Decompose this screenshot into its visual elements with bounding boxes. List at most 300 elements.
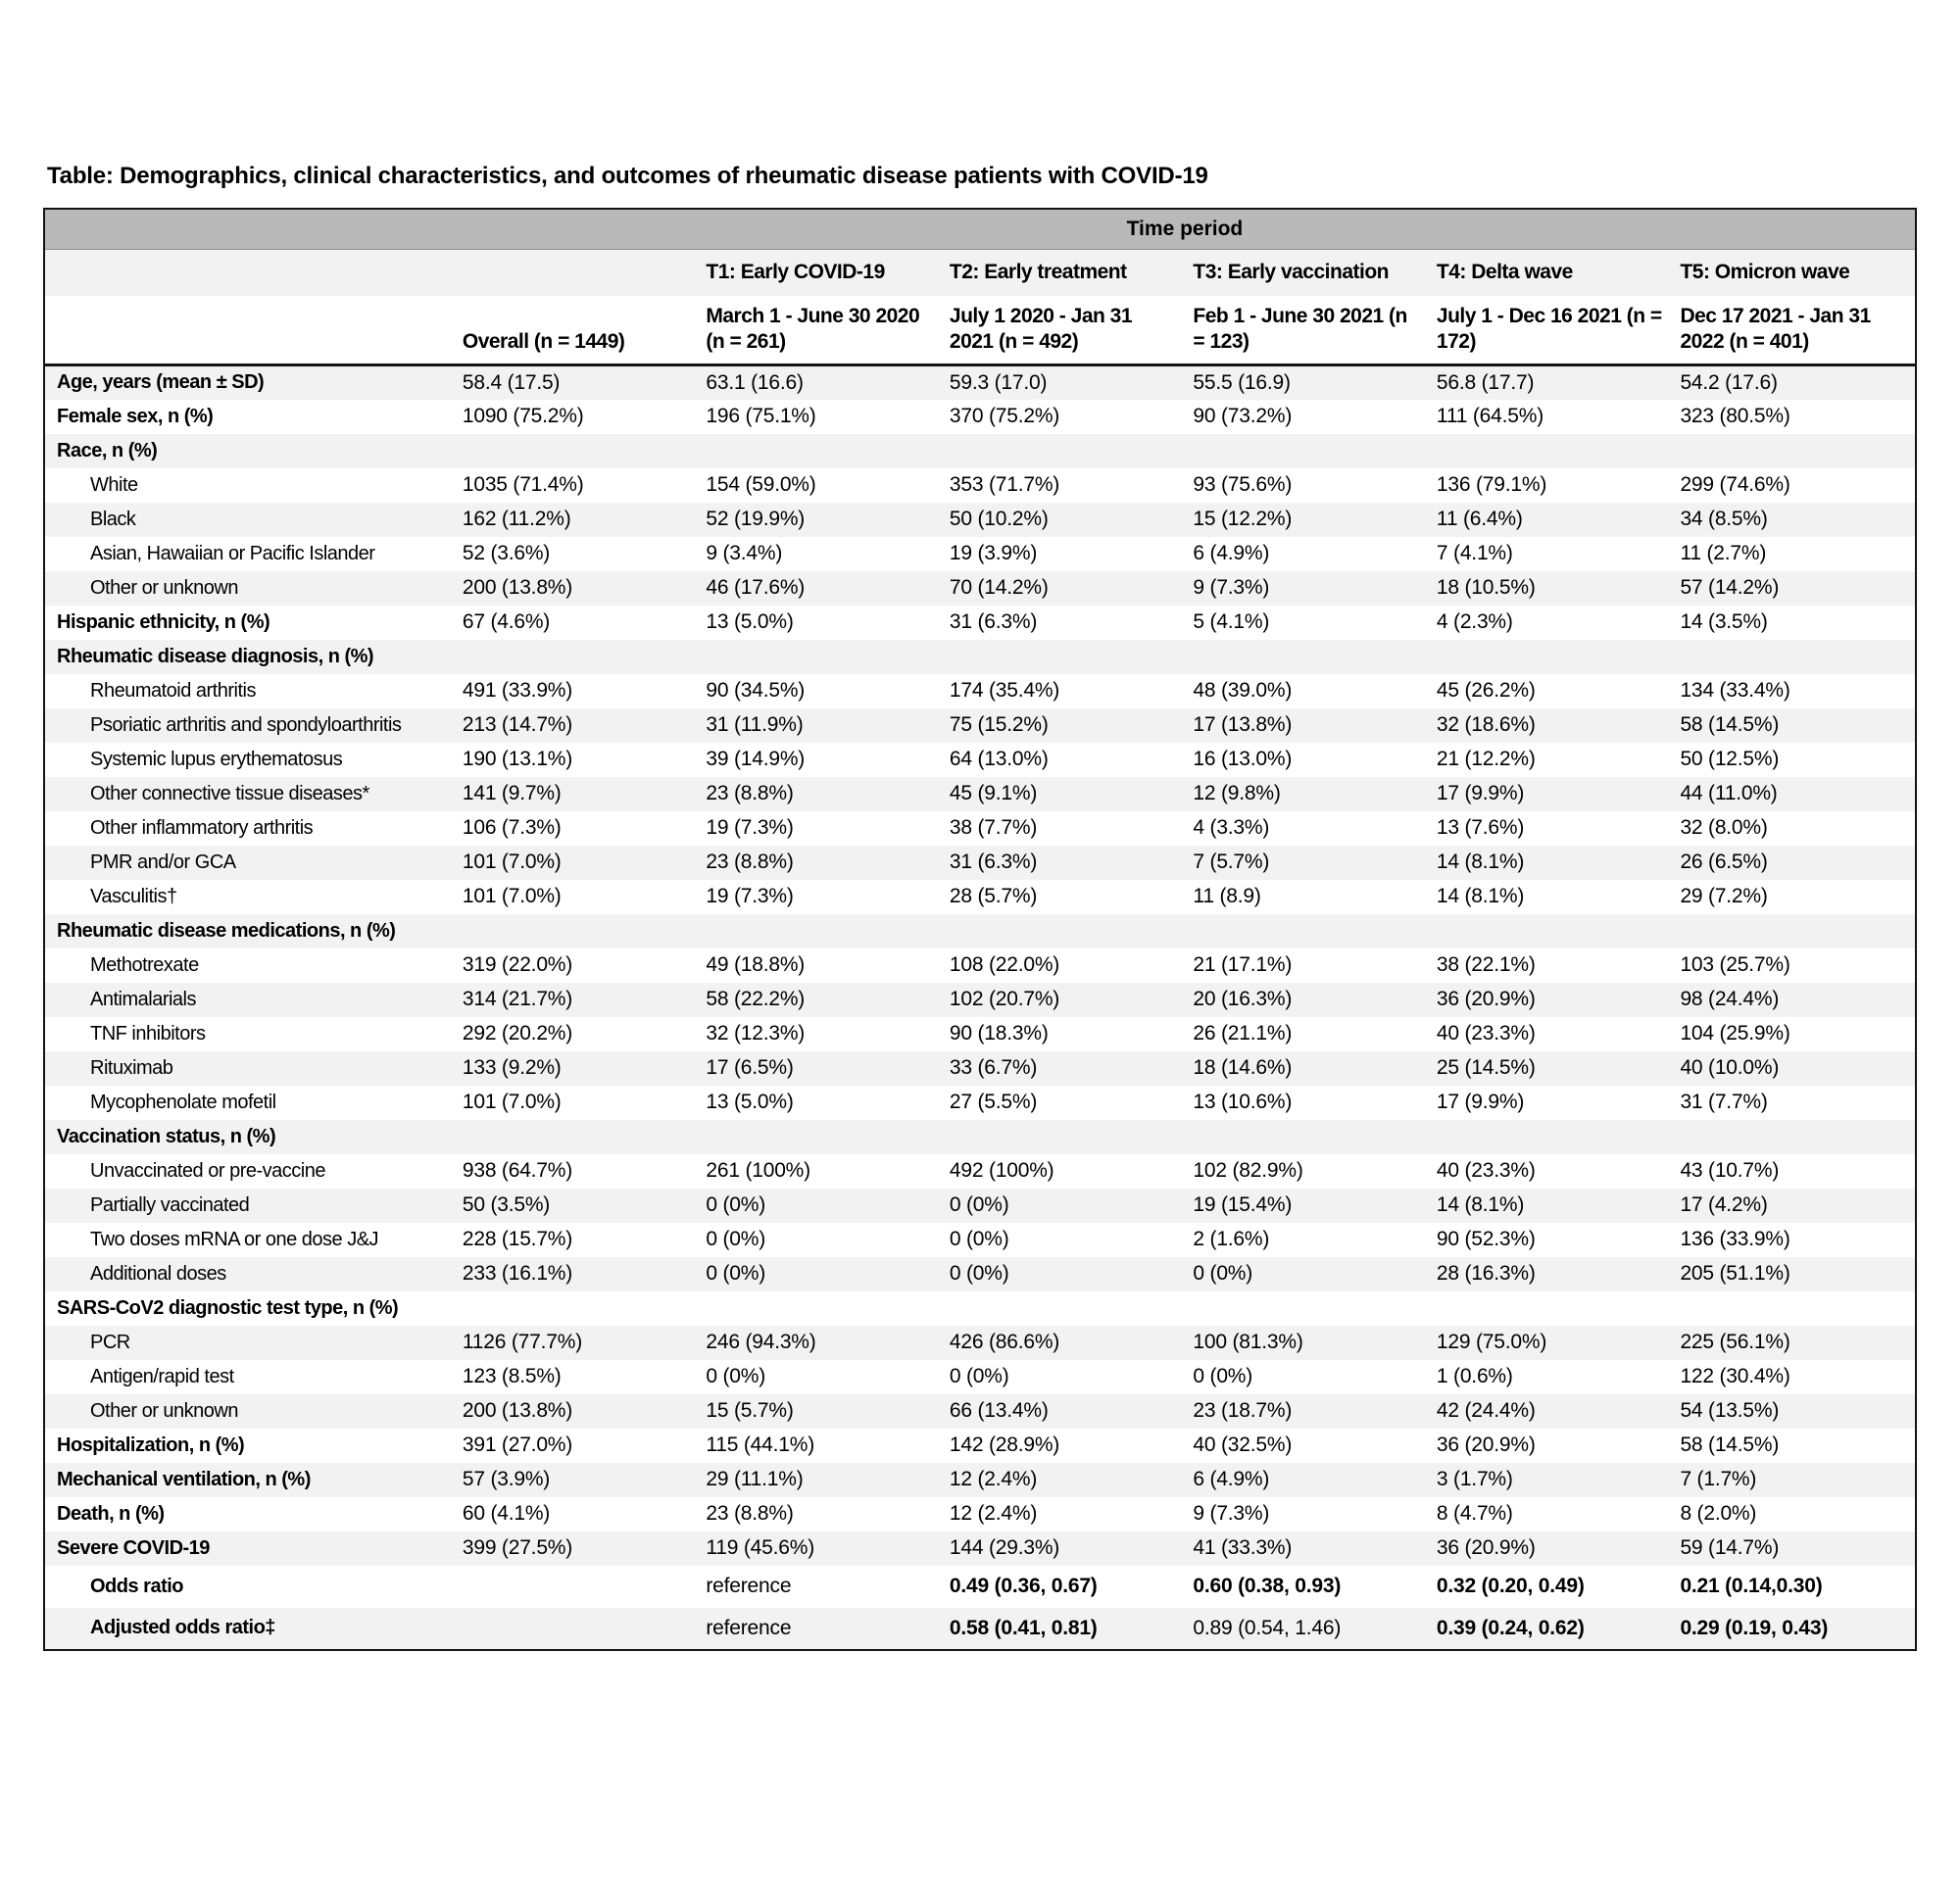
cell-value [942,914,1186,948]
cell-value: 90 (34.5%) [706,679,806,703]
table-row [44,1463,1916,1497]
cell-value: 141 (9.7%) [455,777,699,811]
cell-value: 38 (7.7%) [949,816,1038,840]
column-header-t3: T3: Early vaccination [1185,249,1429,296]
table-row [44,1326,1916,1360]
cell-value: 100 (81.3%) [1185,1326,1429,1360]
table-row [44,674,1916,708]
cell-value: 20 (16.3%) [1185,983,1429,1017]
cell-value: 115 (44.1%) [706,1433,815,1457]
table-row [44,846,1916,880]
cell-value: 32 (8.0%) [1680,816,1768,840]
table-row [44,400,1916,434]
table-row [44,1223,1916,1257]
table-row [44,571,1916,606]
cell-value: 492 (100%) [949,1159,1054,1183]
row-label: Mycophenolate mofetil [90,1091,276,1113]
cell-value [698,1291,942,1326]
cell-value: 17 (9.9%) [1429,777,1673,811]
cell-value: 8 (4.7%) [1436,1502,1513,1526]
table-row [44,948,1916,983]
cell-value: 31 (6.3%) [942,846,1186,880]
cell-value: 353 (71.7%) [949,473,1060,497]
cell-value [942,434,1186,468]
cell-value: 63.1 (16.6) [698,365,942,400]
cell-value: 0.32 (0.20, 0.49) [1436,1575,1585,1598]
cell-value: 36 (20.9%) [1436,1433,1536,1457]
column-range-t1: March 1 - June 30 2020 (n = 261) [698,296,942,365]
table-row [44,1154,1916,1189]
cell-value: 58 (22.2%) [698,983,942,1017]
cell-value: 134 (33.4%) [1680,679,1790,703]
cell-value: 40 (10.0%) [1672,1051,1916,1086]
cell-value: 106 (7.3%) [462,816,562,840]
time-period-spacer [44,209,455,249]
row-label: Partially vaccinated [44,1189,455,1223]
cell-value: 28 (5.7%) [949,885,1038,908]
row-label: Age, years (mean ± SD) [44,365,455,400]
row-label: Odds ratio [90,1575,184,1597]
cell-value: 0 (0%) [942,1257,1186,1291]
cell-value: 0.58 (0.41, 0.81) [942,1608,1186,1650]
cell-value: 50 (10.2%) [942,503,1186,537]
cell-value: 426 (86.6%) [942,1326,1186,1360]
cell-value [1185,1291,1429,1326]
overall-header-spacer [455,249,699,296]
cell-value: 23 (8.8%) [706,1502,794,1526]
cell-value: 12 (9.8%) [1185,777,1429,811]
row-label: White [90,473,138,496]
cell-value: 12 (2.4%) [942,1463,1186,1497]
row-label: Other connective tissue diseases* [44,777,455,811]
cell-value [455,914,699,948]
cell-value: 2 (1.6%) [1193,1228,1270,1251]
cell-value [942,640,1186,674]
cell-value: 64 (13.0%) [949,748,1049,771]
cell-value: 104 (25.9%) [1680,1022,1790,1045]
row-label: Hospitalization, n (%) [57,1433,245,1456]
table-row [44,1051,1916,1086]
table-row [44,1017,1916,1051]
cell-value: 142 (28.9%) [949,1433,1060,1457]
row-label: SARS-CoV2 diagnostic test type, n (%) [57,1296,399,1319]
cell-value: 13 (5.0%) [706,610,794,634]
cell-value [942,1120,1186,1154]
cell-value: 29 (11.1%) [698,1463,942,1497]
cell-value: 90 (73.2%) [1193,405,1293,428]
table-row [44,1120,1916,1154]
demographics-table [43,208,1917,1651]
cell-value: 4 (3.3%) [1193,816,1270,840]
cell-value: 70 (14.2%) [942,571,1186,606]
cell-value: 246 (94.3%) [698,1326,942,1360]
row-label: Death, n (%) [57,1502,165,1525]
cell-value: 174 (35.4%) [949,679,1060,703]
cell-value [1672,434,1916,468]
cell-value: 26 (6.5%) [1672,846,1916,880]
row-label: PCR [44,1326,455,1360]
cell-value: 32 (18.6%) [1429,708,1673,743]
cell-value: 144 (29.3%) [942,1531,1186,1566]
cell-value [1429,1291,1673,1326]
row-label: Adjusted odds ratio‡ [44,1608,455,1650]
cell-value: 101 (7.0%) [462,1091,562,1114]
cell-value: 7 (4.1%) [1436,542,1513,565]
cell-value: reference [706,1575,792,1598]
table-title: Table: Demographics, clinical characteristics, and outcomes of rheumatic disease patients with COVID-19 [47,163,1208,189]
row-label: Methotrexate [90,953,199,976]
cell-value: 102 (20.7%) [942,983,1186,1017]
cell-value: 19 (15.4%) [1185,1189,1429,1223]
cell-value: 66 (13.4%) [942,1394,1186,1429]
table-row [44,1086,1916,1120]
cell-value: 11 (6.4%) [1429,503,1673,537]
cell-value [1672,1120,1916,1154]
cell-value [455,1566,699,1608]
cell-value: 129 (75.0%) [1429,1326,1673,1360]
table-row [44,777,1916,811]
date-range-row [44,296,1916,365]
table-row [44,606,1916,640]
cell-value: 19 (7.3%) [706,885,794,908]
cell-value [1185,914,1429,948]
cell-value [1185,640,1429,674]
cell-value: 13 (5.0%) [706,1091,794,1114]
column-header-t4: T4: Delta wave [1429,249,1673,296]
cell-value: 58.4 (17.5) [455,365,699,400]
cell-value: 90 (52.3%) [1436,1228,1536,1251]
column-header-t1: T1: Early COVID-19 [698,249,942,296]
cell-value: 190 (13.1%) [462,748,573,771]
row-label: Female sex, n (%) [57,405,214,427]
cell-value: 0 (0%) [942,1189,1186,1223]
cell-value [1672,640,1916,674]
cell-value: 21 (17.1%) [1193,953,1293,977]
cell-value [1429,914,1673,948]
cell-value: 17 (6.5%) [698,1051,942,1086]
cell-value: 119 (45.6%) [698,1531,942,1566]
column-header-overall: Overall (n = 1449) [455,296,699,365]
row-label: Other or unknown [44,1394,455,1429]
cell-value: 32 (12.3%) [706,1022,806,1045]
column-header-t5: T5: Omicron wave [1672,249,1916,296]
table-row [44,1291,1916,1326]
table-row [44,1360,1916,1394]
cell-value: 28 (16.3%) [1429,1257,1673,1291]
cell-value: 8 (2.0%) [1680,1502,1757,1526]
cell-value: 46 (17.6%) [698,571,942,606]
row-label: Antigen/rapid test [90,1365,234,1387]
cell-value: 75 (15.2%) [942,708,1186,743]
cell-value: 0.60 (0.38, 0.93) [1193,1575,1342,1598]
row-label: Antimalarials [44,983,455,1017]
cell-value: 23 (18.7%) [1185,1394,1429,1429]
row-label: Unvaccinated or pre-vaccine [90,1159,325,1182]
cell-value: 292 (20.2%) [462,1022,573,1045]
cell-value [698,1120,942,1154]
cell-value: reference [698,1608,942,1650]
cell-value [1672,914,1916,948]
table-row [44,1257,1916,1291]
cell-value: 17 (13.8%) [1185,708,1429,743]
cell-value: 4 (2.3%) [1436,610,1513,634]
cell-value: 0 (0%) [706,1228,766,1251]
cell-value: 23 (8.8%) [698,846,942,880]
cell-value: 54 (13.5%) [1672,1394,1916,1429]
cell-value: 102 (82.9%) [1193,1159,1303,1183]
row-label-header-spacer [44,249,455,296]
cell-value: 225 (56.1%) [1672,1326,1916,1360]
cell-value: 50 (12.5%) [1680,748,1780,771]
cell-value: 154 (59.0%) [706,473,816,497]
cell-value: 90 (18.3%) [949,1022,1049,1045]
row-label: Vasculitis† [90,885,177,907]
table-row [44,1566,1916,1608]
cell-value: 200 (13.8%) [455,1394,699,1429]
cell-value: 233 (16.1%) [455,1257,699,1291]
cell-value: 391 (27.0%) [462,1433,573,1457]
row-label: Rheumatoid arthritis [90,679,256,702]
cell-value: 13 (7.6%) [1436,816,1525,840]
cell-value: 162 (11.2%) [455,503,699,537]
cell-value: 36 (20.9%) [1429,1531,1673,1566]
cell-value: 43 (10.7%) [1680,1159,1780,1183]
cell-value: 57 (3.9%) [455,1463,699,1497]
cell-value: 370 (75.2%) [949,405,1060,428]
cell-value: 17 (4.2%) [1672,1189,1916,1223]
cell-value: 26 (21.1%) [1193,1022,1293,1045]
cell-value: 21 (12.2%) [1436,748,1536,771]
cell-value: 323 (80.5%) [1680,405,1790,428]
cell-value: 15 (12.2%) [1185,503,1429,537]
cell-value: 59.3 (17.0) [942,365,1186,400]
cell-value: 123 (8.5%) [462,1365,562,1388]
cell-value: 101 (7.0%) [462,885,562,908]
table-row [44,640,1916,674]
cell-value [698,640,942,674]
cell-value: 19 (3.9%) [949,542,1038,565]
cell-value: 31 (6.3%) [949,610,1038,634]
cell-value: 7 (5.7%) [1185,846,1429,880]
table-row [44,537,1916,571]
time-period-row [44,209,1916,249]
cell-value: 33 (6.7%) [942,1051,1186,1086]
cell-value: 1126 (77.7%) [455,1326,699,1360]
cell-value: 54.2 (17.6) [1672,365,1916,400]
cell-value: 938 (64.7%) [462,1159,573,1183]
cell-value: 491 (33.9%) [462,679,573,703]
cell-value: 15 (5.7%) [698,1394,942,1429]
row-label: TNF inhibitors [90,1022,206,1045]
cell-value [455,434,699,468]
row-label: Severe COVID-19 [44,1531,455,1566]
cell-value: 60 (4.1%) [462,1502,551,1526]
cell-value: 0 (0%) [949,1228,1009,1251]
row-label: Hispanic ethnicity, n (%) [57,610,270,633]
cell-value: 27 (5.5%) [949,1091,1038,1114]
cell-value: 13 (10.6%) [1193,1091,1293,1114]
cell-value: 0 (0%) [949,1365,1009,1388]
cell-value [698,434,942,468]
cell-value [455,640,699,674]
cell-value: 98 (24.4%) [1672,983,1916,1017]
cell-value [942,1291,1186,1326]
cell-value: 200 (13.8%) [455,571,699,606]
cell-value: 133 (9.2%) [455,1051,699,1086]
table-row [44,1429,1916,1463]
cell-value: 50 (3.5%) [455,1189,699,1223]
cell-value: 52 (3.6%) [462,542,551,565]
cell-value: 12 (2.4%) [949,1502,1038,1526]
cell-value: 41 (33.3%) [1185,1531,1429,1566]
cell-value: 38 (22.1%) [1436,953,1536,977]
table-row [44,1189,1916,1223]
cell-value: 103 (25.7%) [1680,953,1790,977]
cell-value: 0 (0%) [1185,1257,1429,1291]
cell-value: 136 (79.1%) [1436,473,1547,497]
row-label: Rheumatic disease diagnosis, n (%) [44,640,455,674]
row-label: Vaccination status, n (%) [44,1120,455,1154]
row-label: Rituximab [44,1051,455,1086]
cell-value: 48 (39.0%) [1193,679,1293,703]
cell-value: 6 (4.9%) [1193,542,1270,565]
cell-value: 19 (7.3%) [706,816,794,840]
cell-value: 31 (11.9%) [698,708,942,743]
cell-value [1429,434,1673,468]
table-row [44,434,1916,468]
date-range-spacer [44,296,455,365]
cell-value: 17 (9.9%) [1436,1091,1525,1114]
cell-value: 111 (64.5%) [1436,405,1544,428]
cell-value [698,914,942,948]
table-row [44,708,1916,743]
cell-value: 11 (8.9) [1193,885,1261,908]
cell-value: 136 (33.9%) [1680,1228,1790,1251]
row-label: Systemic lupus erythematosus [90,748,343,770]
cell-value [1429,640,1673,674]
cell-value: 261 (100%) [706,1159,810,1183]
table-row [44,880,1916,914]
cell-value: 319 (22.0%) [462,953,573,977]
cell-value: 14 (8.1%) [1429,846,1673,880]
cell-value: 9 (7.3%) [1193,1502,1270,1526]
table-body [44,365,1916,1650]
cell-value: 0.39 (0.24, 0.62) [1429,1608,1673,1650]
cell-value: 122 (30.4%) [1680,1365,1790,1388]
cell-value: 44 (11.0%) [1672,777,1916,811]
cell-value: 59 (14.7%) [1672,1531,1916,1566]
cell-value [455,1120,699,1154]
row-label: Rheumatic disease medications, n (%) [44,914,455,948]
cell-value: 56.8 (17.7) [1429,365,1673,400]
table-row [44,1394,1916,1429]
cell-value [1429,1120,1673,1154]
cell-value: 205 (51.1%) [1672,1257,1916,1291]
table-row [44,1531,1916,1566]
cell-value: 196 (75.1%) [706,405,816,428]
cell-value: 58 (14.5%) [1680,1433,1780,1457]
cell-value: 0 (0%) [698,1257,942,1291]
cell-value: 1035 (71.4%) [462,473,584,497]
cell-value: 57 (14.2%) [1672,571,1916,606]
cell-value: 52 (19.9%) [698,503,942,537]
cell-value: 108 (22.0%) [949,953,1060,977]
cell-value: 9 (7.3%) [1185,571,1429,606]
table-row [44,503,1916,537]
column-range-t2: July 1 2020 - Jan 31 2021 (n = 492) [942,296,1186,365]
cell-value: 18 (14.6%) [1185,1051,1429,1086]
time-period-header: Time period [455,209,1916,249]
cell-value: 31 (7.7%) [1680,1091,1768,1114]
cell-value: 23 (8.8%) [698,777,942,811]
cell-value: 11 (2.7%) [1680,542,1767,565]
cell-value: 0 (0%) [698,1189,942,1223]
cell-value: 6 (4.9%) [1185,1463,1429,1497]
cell-value [1185,434,1429,468]
cell-value: 14 (3.5%) [1680,610,1768,634]
row-label: Other inflammatory arthritis [90,816,314,839]
cell-value: 14 (8.1%) [1429,1189,1673,1223]
cell-value: 0 (0%) [1193,1365,1253,1388]
table-row [44,743,1916,777]
cell-value [455,1291,699,1326]
cell-value: 101 (7.0%) [455,846,699,880]
cell-value: 0.21 (0.14,0.30) [1680,1575,1823,1598]
cell-value: 29 (7.2%) [1680,885,1768,908]
cell-value: 34 (8.5%) [1672,503,1916,537]
cell-value [1672,1291,1916,1326]
column-range-t4: July 1 - Dec 16 2021 (n = 172) [1429,296,1673,365]
column-range-t5: Dec 17 2021 - Jan 31 2022 (n = 401) [1672,296,1916,365]
cell-value: 25 (14.5%) [1429,1051,1673,1086]
cell-value: 67 (4.6%) [462,610,551,634]
table-row [44,914,1916,948]
row-label: Black [44,503,455,537]
cell-value: 93 (75.6%) [1193,473,1293,497]
row-label: Two doses mRNA or one dose J&J [90,1228,379,1250]
cell-value [455,1608,699,1650]
cell-value: 18 (10.5%) [1429,571,1673,606]
column-header-t2: T2: Early treatment [942,249,1186,296]
column-header-row [44,249,1916,296]
cell-value: 40 (23.3%) [1436,1159,1536,1183]
cell-value: 9 (3.4%) [706,542,783,565]
cell-value: 0.49 (0.36, 0.67) [949,1575,1098,1598]
cell-value: 40 (23.3%) [1436,1022,1536,1045]
cell-value: 1 (0.6%) [1436,1365,1513,1388]
cell-value: 314 (21.7%) [455,983,699,1017]
cell-value: 0 (0%) [706,1365,766,1388]
cell-value: 45 (9.1%) [942,777,1186,811]
table-row [44,365,1916,400]
cell-value: 42 (24.4%) [1429,1394,1673,1429]
cell-value: 14 (8.1%) [1436,885,1525,908]
cell-value: 49 (18.8%) [706,953,806,977]
row-label: Additional doses [44,1257,455,1291]
table-header [44,209,1916,365]
table-row [44,811,1916,846]
cell-value: 39 (14.9%) [706,748,806,771]
cell-value: 7 (1.7%) [1672,1463,1916,1497]
cell-value: 213 (14.7%) [455,708,699,743]
cell-value [1185,1120,1429,1154]
row-label: PMR and/or GCA [44,846,455,880]
cell-value: 40 (32.5%) [1193,1433,1293,1457]
table-row [44,1608,1916,1650]
cell-value: 36 (20.9%) [1429,983,1673,1017]
table-row [44,983,1916,1017]
row-label: Other or unknown [44,571,455,606]
